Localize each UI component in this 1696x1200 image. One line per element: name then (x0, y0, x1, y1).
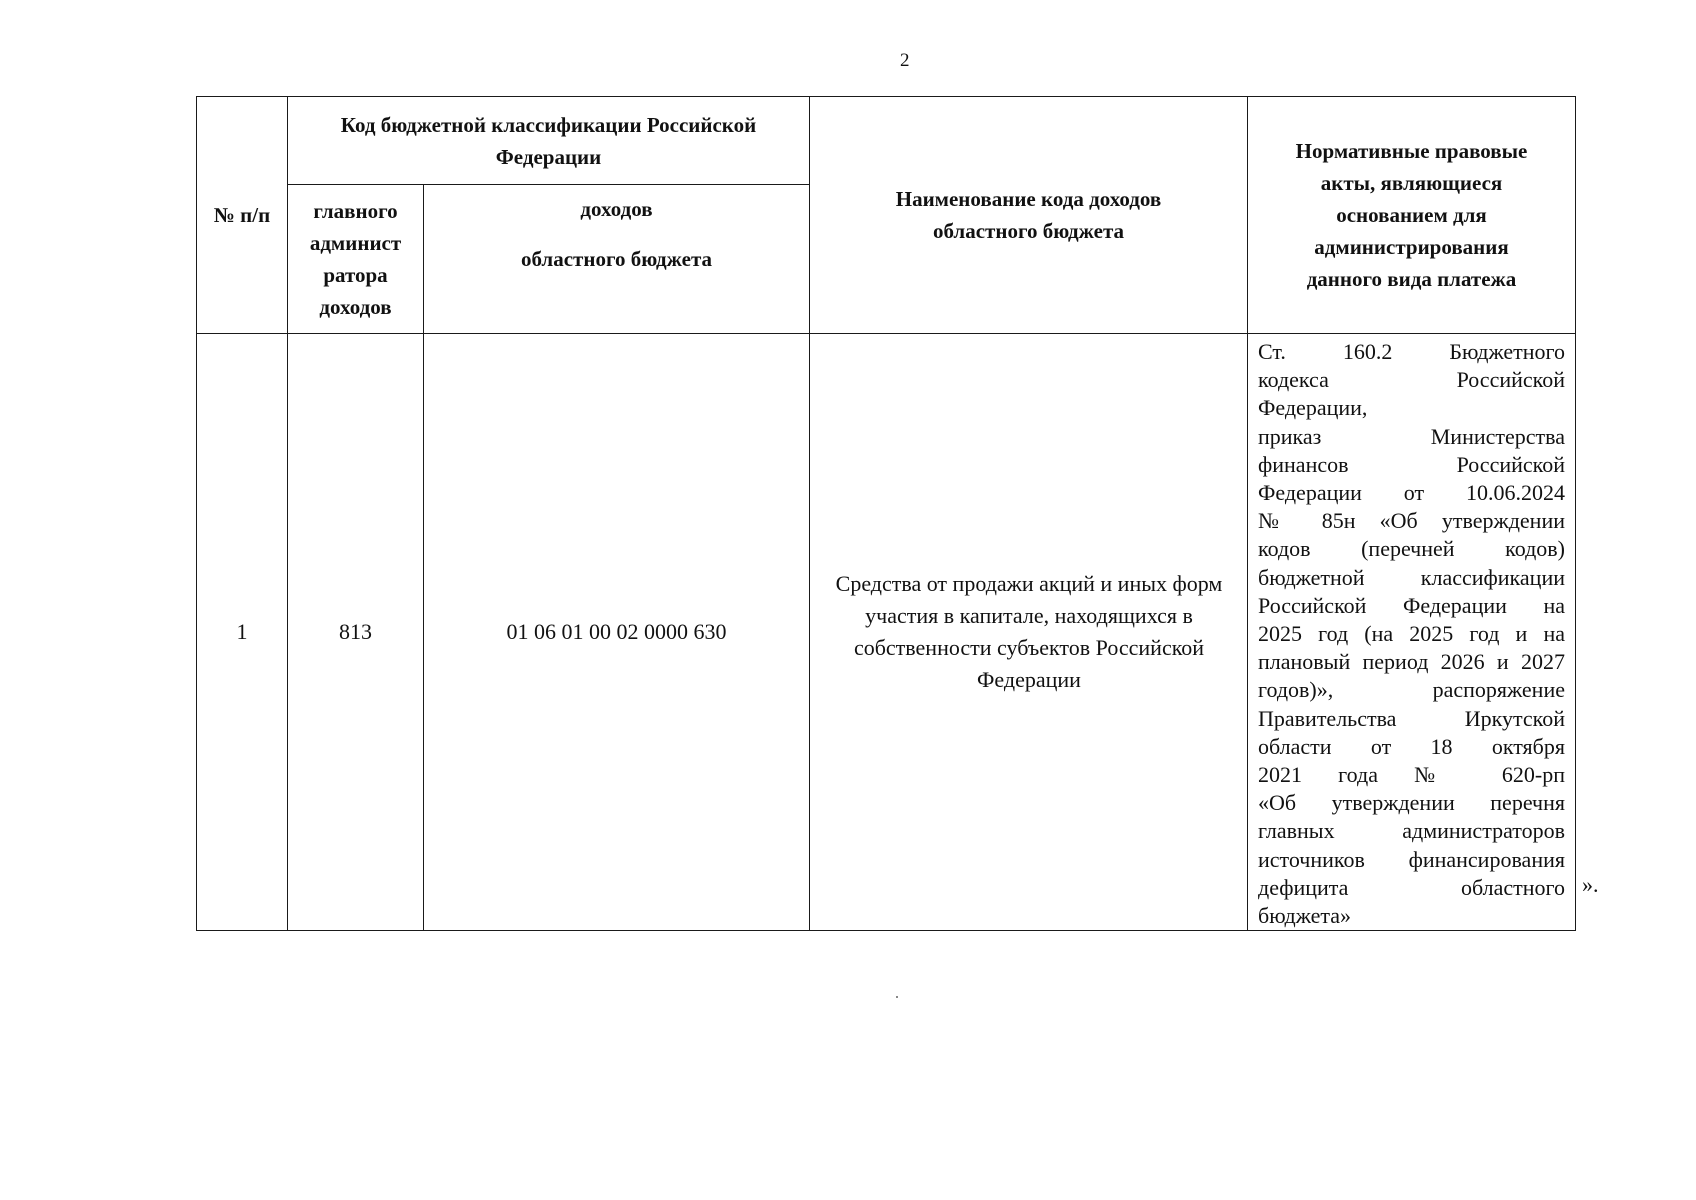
row-income-name: Средства от продажи акций и иных форм участия в капитале, находящихся в собственности субъектов Российской Федерации (810, 334, 1248, 931)
row-income-code: 01 06 01 00 02 0000 630 (424, 334, 810, 931)
legal-act-line: Федерации, (1258, 395, 1368, 421)
legal-act-line: «Об утверждении перечня (1258, 790, 1565, 816)
legal-act-line: кодов (перечней кодов) (1258, 536, 1565, 562)
legal-act-line: дефицита областного (1258, 874, 1565, 900)
legal-act-line: № 85н «Об утверждении (1258, 508, 1565, 534)
header-budget-code-group: Код бюджетной классификации Российской Федерации (288, 97, 810, 185)
row-admin-code: 813 (288, 334, 424, 931)
legal-act-line: кодекса Российской (1258, 367, 1565, 393)
legal-act-line: бюджета» (1258, 903, 1352, 929)
legal-act-line: бюджетной классификации (1258, 564, 1565, 590)
legal-act-line: области от 18 октября (1258, 733, 1565, 759)
legal-act-line: 2025 год (на 2025 год и на (1258, 621, 1565, 647)
closing-quote: ». (1582, 872, 1599, 897)
legal-act-line: годов)», распоряжение (1258, 677, 1565, 703)
page-number: 2 (900, 50, 910, 71)
header-chief-administrator: главного админист ратора доходов (288, 185, 424, 334)
legal-act-line: Российской Федерации на (1258, 592, 1565, 618)
legal-act-line: главных администраторов (1258, 818, 1565, 844)
legal-act-line: плановый период 2026 и 2027 (1258, 649, 1565, 675)
header-income-name: Наименование кода доходов областного бюджета (810, 97, 1248, 334)
row-legal-acts (1248, 334, 1576, 931)
legal-act-line: Федерации от 10.06.2024 (1258, 480, 1565, 506)
header-number: № п/п (197, 97, 288, 334)
header-income-code: доходов областного бюджета (424, 185, 810, 334)
legal-act-line: Правительства Иркутской (1258, 705, 1565, 731)
row-number: 1 (197, 334, 288, 931)
legal-act-line: приказ Министерства (1258, 423, 1565, 449)
legal-act-line: финансов Российской (1258, 451, 1565, 477)
legal-act-line: Ст. 160.2 Бюджетного (1258, 339, 1565, 364)
legal-act-line: 2021 года № 620-рп (1258, 762, 1565, 788)
legal-act-line: источников финансирования (1258, 846, 1565, 872)
budget-classification-table (196, 96, 1576, 931)
scan-speck (896, 996, 898, 998)
header-legal-acts: Нормативные правовые акты, являющиеся основанием для администрирования данного вида платежа (1248, 97, 1576, 334)
